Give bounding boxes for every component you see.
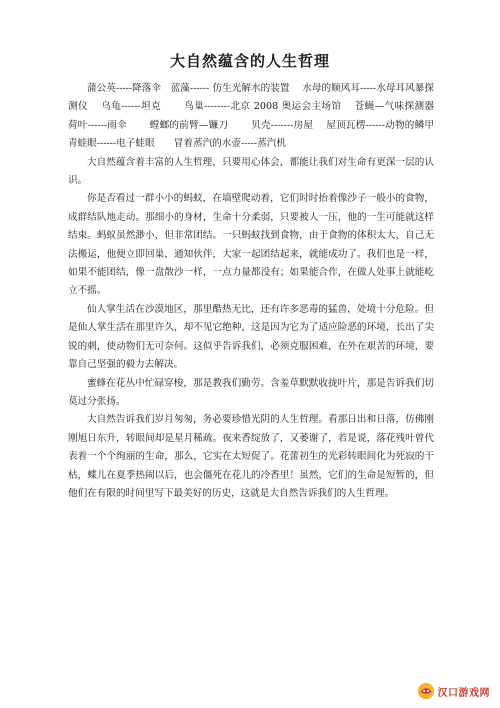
paragraph-intro: 大自然蕴含着丰富的人生哲理，只要用心体会，都能让我们对生命有更深一层的认识。 xyxy=(68,156,434,187)
paragraph-bees: 蜜蜂在花丛中忙碌穿梭，那是教我们勤劳。含羞草默默收拢叶片，那是告诉我们切莫过分张扬。 xyxy=(68,377,434,407)
paragraph-analogies: 蒲公英-----降落伞 蓝藻------ 仿生光解水的装置 水母的顺风耳-----水母耳风暴探测仪 乌龟------坦克 鸟巢--------北京 2008 奥运会主场馆 苍蝇—气味探测器 荷叶------雨伞 螳螂的前臂—镰刀 贝壳-------房屋 屋顶瓦楞------动物的鳞甲 青蛙眼------电子蛙眼 冒着蒸汽的水壶-----蒸汽机 xyxy=(68,83,444,150)
game-controller-logo-icon xyxy=(417,682,435,700)
article-body xyxy=(68,80,444,503)
watermark-text: 汉口游戏网 xyxy=(437,687,490,699)
paragraph-time: 大自然告诉我们岁月匆匆，务必要珍惜光阴的人生哲理。看那日出和日落，仿佛刚刚旭日东升，转眼间却是星月稀疏。夜来香绽放了，又萎谢了，若是说，落花残叶曾代表着一个个绚丽的生命，那么，它实在太短促了。花蕾初生的光彩转眼间化为死寂的干枯，蝶儿在夏季热闹以后，也会僵死在花儿的冷香里！虽然，它们的生命是短暂的，但他们在有限的时间里写下最美好的历史，这就是大自然告诉我们的人生哲理。 xyxy=(68,414,434,499)
site-watermark xyxy=(417,682,491,700)
paragraph-ants: 你是否看过一群小小的蚂蚁，在墙壁爬动着，它们时时抬着像沙子一般小的食物，成群结队地走动。那细小的身材，生命十分柔弱，只要被人一压，他的一生可能就这样结束。蚂蚁虽然渺小，但非常团结。一只蚂蚁找到食物，由于食物的体积太大，自己无法搬运，他便立即回巢，通知伙伴，大家一起团结起来，就能成功了。我们也是一样，如果不能团结，像一盘散沙一样，一点力量都没有；如果能合作，在做人处事上就能屹立不摇。 xyxy=(68,193,434,297)
paragraph-cactus: 仙人掌生活在沙漠地区，那里酷热无比，还有许多恶毒的猛兽，处境十分危险。但是仙人掌生活在那里许久，却不见它绝种，这是因为它为了适应险恶的环境，长出了尖锐的刺，使动物们无可奈何。这似乎告诉我们，必须克服困难，在外在艰苦的环境，要靠自己坚强的毅力去解决。 xyxy=(68,303,434,371)
page-title: 大自然蕴含的人生哲理 xyxy=(169,52,330,70)
